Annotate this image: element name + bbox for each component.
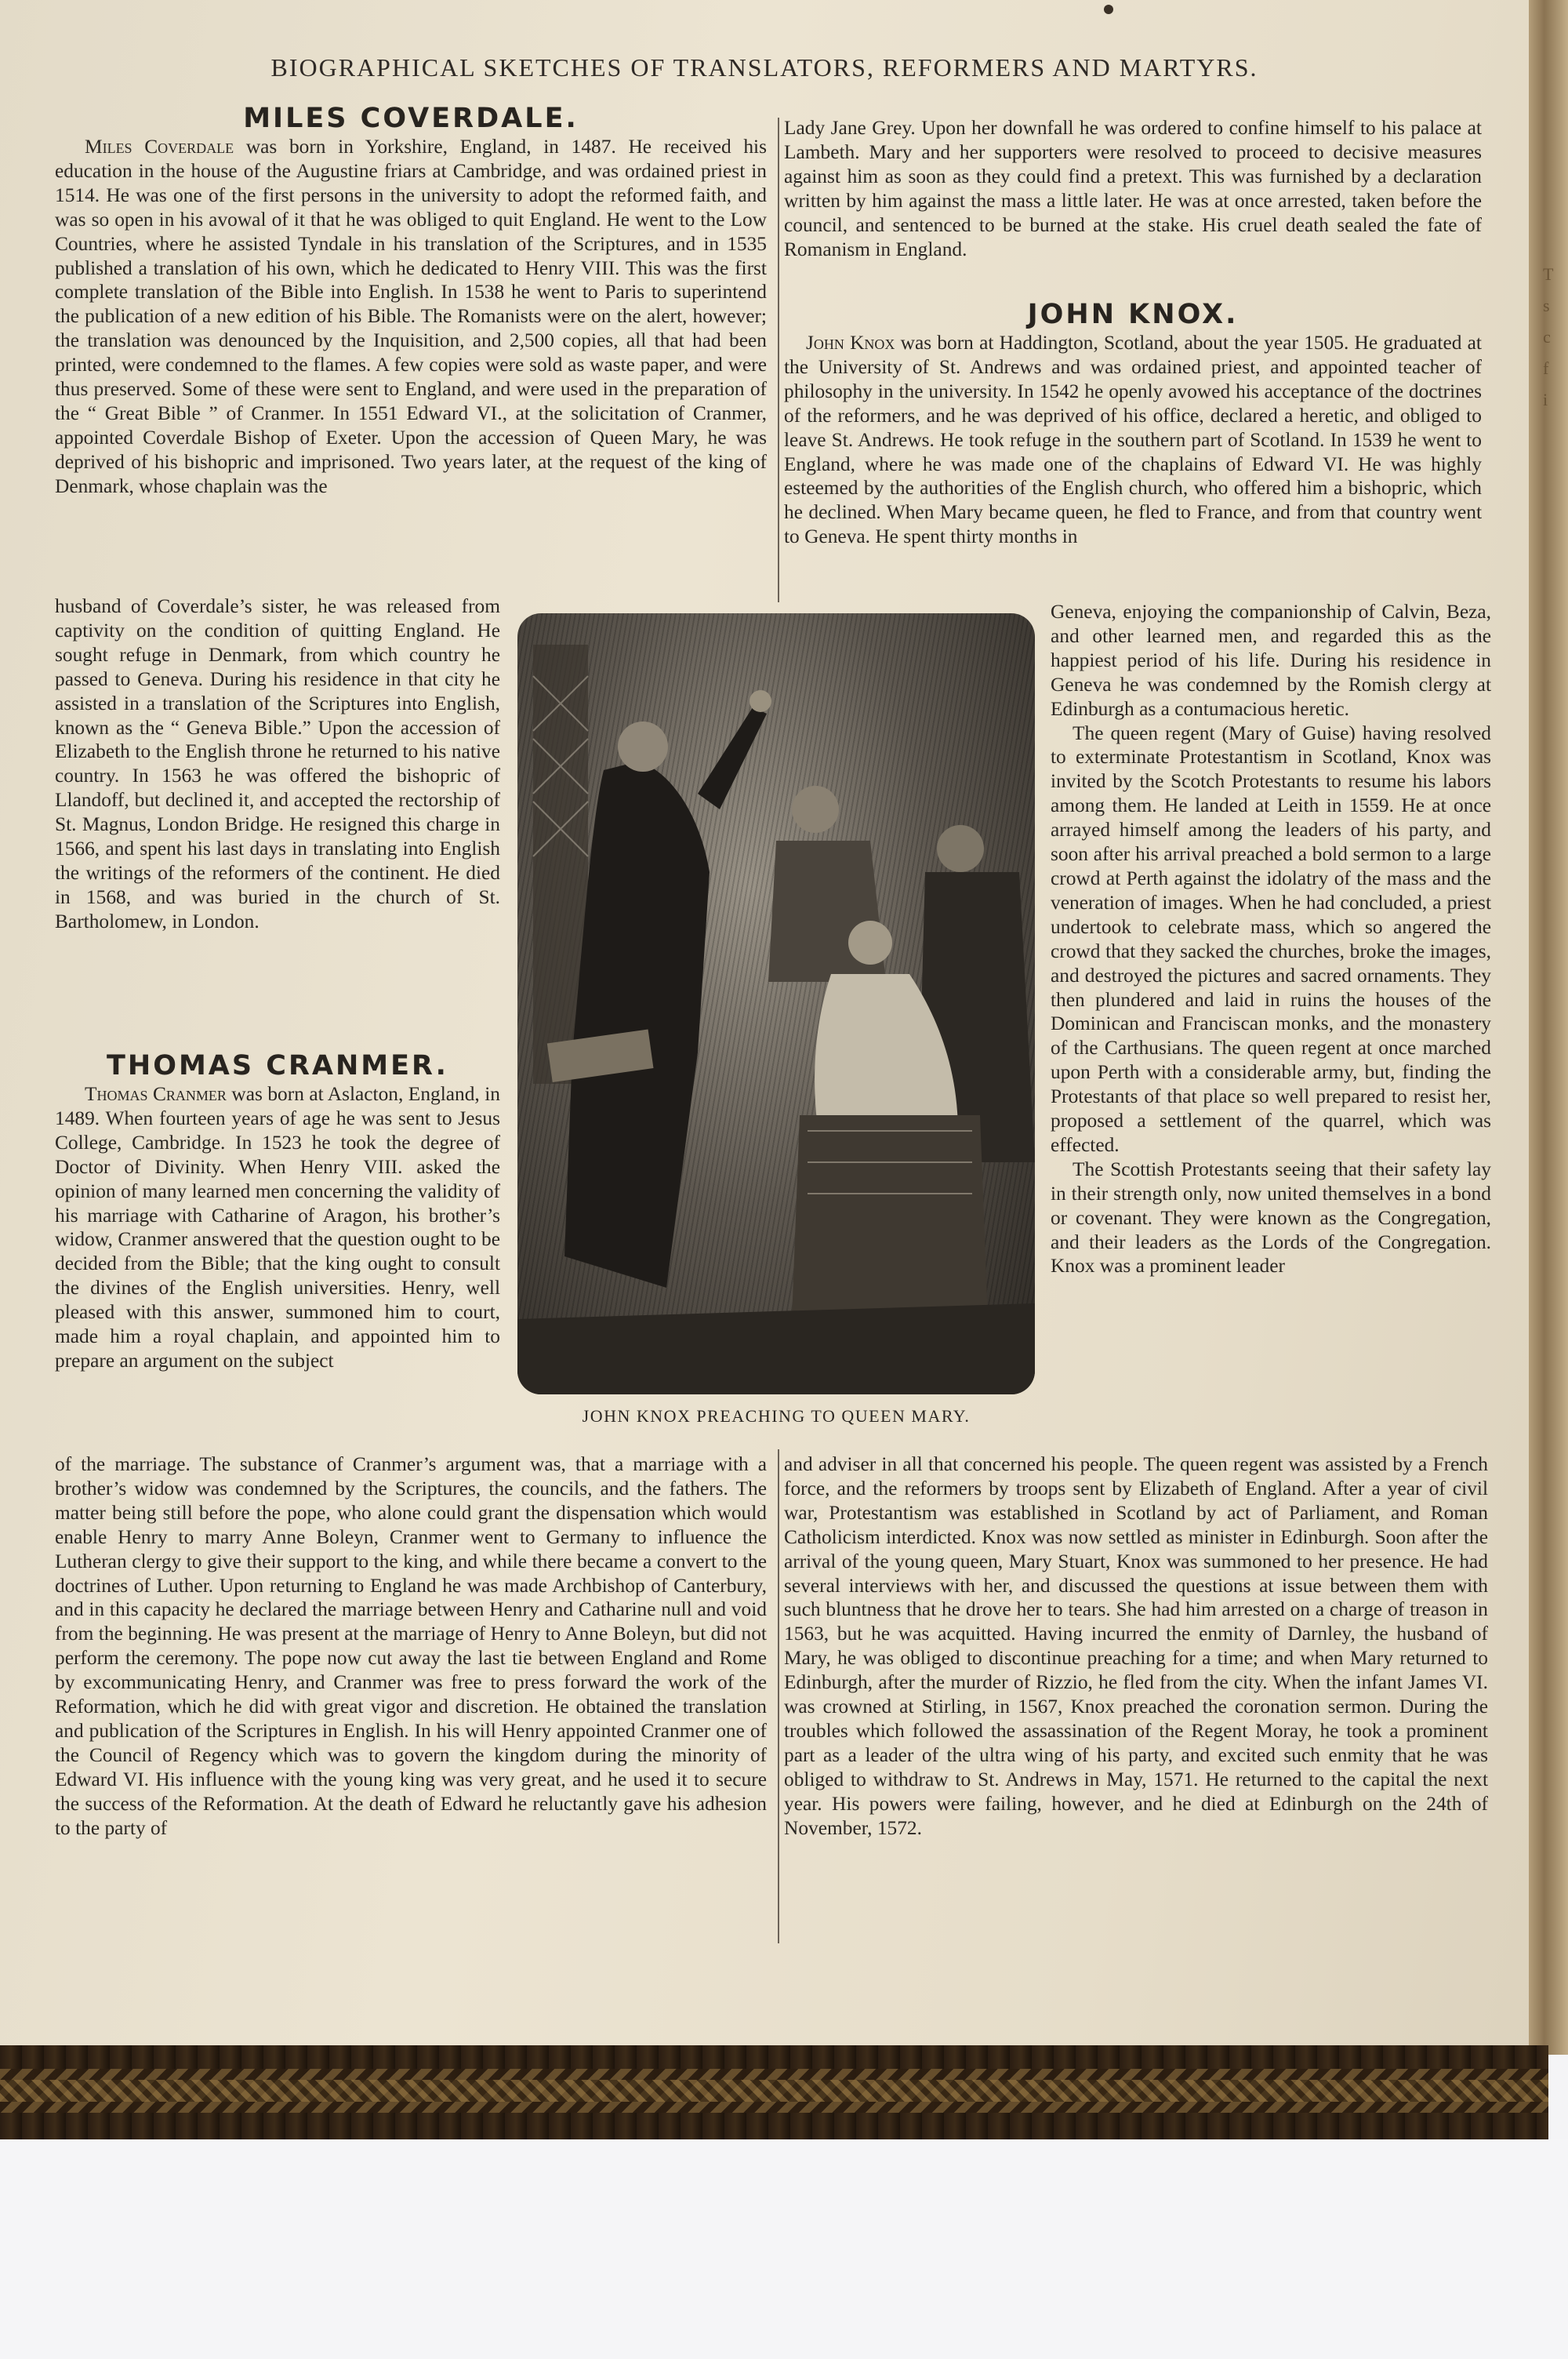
- knox-lead: John Knox: [806, 332, 895, 354]
- margin-glyph: i: [1543, 390, 1548, 409]
- knox-section: [784, 298, 1482, 549]
- page-header: BIOGRAPHICAL SKETCHES OF TRANSLATORS, REFORMERS AND MARTYRS.: [270, 53, 1258, 82]
- ink-spot: [1104, 5, 1113, 14]
- cranmer-paragraph-2: [55, 1452, 767, 1841]
- coverdale-continued: [55, 594, 500, 934]
- cranmer-text-2: of the marriage. The substance of Cranmer’s argument was, that a marriage with a brother’s widow was condemned by the Scriptures, the councils, and the fathers. The matter being still before the pope, who alone could grant the dispensation which would enable Henry to marry Anne Boleyn, Cranmer went to Germany to influence the Lutheran clergy to give their support to the king, and while there became a convert to the doctrines of Luther. Upon returning to England he was made Archbishop of Canterbury, and in this capacity he declared the marriage between Henry and Catharine null and void from the beginning. He was present at the marriage of Henry to Anne Boleyn, but did not perform the ceremony. The pope now cut away the last tie between England and Rome by excommunicating Henry, and Cranmer was free to press forward the work of the Reformation, which he did with great vigor and discretion. He obtained the translation and publication of the Scriptures in English. In his will Henry appointed Cranmer one of the Council of Regency which was to govern the kingdom during the minority of Edward VI. His influence with the young king was very great, and he used it to secure the success of the Reformation. At the death of Edward he reluctantly gave his adhesion to the party of: [55, 1453, 767, 1839]
- margin-glyph: T: [1543, 264, 1554, 284]
- knox-text-4: The Scottish Protestants seeing that their safety lay in their strength only, now united themselves in a bond or covenant. They were known as the Congregation, and their leaders as the Lords of the Congregation. Knox was a prominent leader: [1051, 1158, 1491, 1278]
- preacher-head: [618, 722, 668, 772]
- engraving-illustration: [517, 613, 1035, 1394]
- knox-text-1: was born at Haddington, Scotland, about the year 1505. He graduated at the University of St. Andrews and was ordained priest, and appointed teacher of philosophy in the university. In 1542 he openly avowed his acceptance of the doctrines of the reformers, and he was deprived of his office, declared a heretic, and obliged to leave St. Andrews. He took refuge in the southern part of Scotland. In 1539 he went to England, where he was made one of the chaplains of Edward VI. He was highly esteemed by the authorities of the English church, who offered him a bishopric, which he declined. When Mary became queen, he fled to France, and from that country went to Geneva. He spent thirty months in: [784, 332, 1482, 548]
- next-page-margin: [1543, 259, 1568, 494]
- coverdale-text-2: husband of Coverdale’s sister, he was released from captivity on the condition of quitting England. He sought refuge in Denmark, from which country he passed to Geneva. During his residence in that city he assisted in a translation of the Scriptures into English, known as the “ Geneva Bible.” Upon the accession of Elizabeth to the English throne he returned to his native country. In 1563 he was offered the bishopric of Llandoff, but declined it, and accepted the rectorship of St. Magnus, London Bridge. He resigned this charge in 1566, and spent his last days in translating into English the writings of the reformers of the continent. He died in 1568, and was buried in the church of St. Bartholomew, in London.: [55, 595, 500, 932]
- knox-title: JOHN KNOX.: [1027, 299, 1239, 330]
- coverdale-lead: Miles Coverdale: [85, 136, 234, 158]
- coverdale-title: MILES COVERDALE.: [243, 103, 579, 134]
- illustration-caption: JOHN KNOX PREACHING TO QUEEN MARY.: [582, 1406, 971, 1426]
- knox-text-5: and adviser in all that concerned his people. The queen regent was assisted by a French force, and the reformers by troops sent by Elizabeth of England. After a year of civil war, Protestantism was established in Scotland by act of Parliament, and Roman Catholicism interdicted. Knox was now settled as minister in Edinburgh. Soon after the arrival of the young queen, Mary Stuart, Knox was summoned to her presence. He had several interviews with her, and discussed the questions at issue between them with such bluntness that he drove her to tears. She had him arrested on a charge of treason in 1563, but he was acquitted. Having incurred the enmity of Darnley, the husband of Mary, he was obliged to discontinue preaching for a time; and when Mary returned to Edinburgh, after the murder of Rizzio, he fled from the city. When the infant James VI. was crowned at Stirling, in 1567, Knox preached the coronation sermon. During the troubles which followed the assassination of the Regent Moray, he took a prominent part as a leader of the ultra wing of his party, and excited such enmity that he was obliged to withdraw to St. Andrews in May, 1571. He returned to the capital the next year. His powers were failing, however, and he died at Edinburgh on the 24th of November, 1572.: [784, 1453, 1488, 1839]
- cranmer-text-3: Lady Jane Grey. Upon her downfall he was ordered to confine himself to his palace at Lambeth. Mary and her supporters were resolved to proceed to decisive measures against him as soon as they could find a pretext. This was furnished by a declaration written by him against the mass a little later. He was at once arrested, taken before the council, and sentenced to be burned at the stake. His cruel death sealed the fate of Romanism in England.: [784, 117, 1482, 260]
- background-surface: [0, 2139, 1568, 2359]
- cranmer-section: [55, 1049, 500, 1373]
- cranmer-title: THOMAS CRANMER.: [107, 1050, 448, 1081]
- knox-paragraph-2: [1051, 600, 1491, 722]
- knox-paragraph-3: [1051, 722, 1491, 1158]
- preacher-raised-arm: [698, 707, 767, 809]
- knox-paragraph-1: [784, 331, 1482, 549]
- margin-glyph: s: [1543, 296, 1550, 315]
- margin-glyph: c: [1543, 327, 1551, 347]
- engraving-figures: [517, 613, 1035, 1394]
- queen-head: [848, 921, 892, 965]
- cranmer-continued: [55, 1452, 767, 1841]
- preacher-hand: [750, 690, 771, 712]
- knox-text-2: Geneva, enjoying the companionship of Calvin, Beza, and other learned men, and regarded this as the happiest period of his life. During his residence in Geneva he was condemned by the Romish clergy at Edinburgh as a contumacious heretic.: [1051, 601, 1491, 720]
- knox-text-3: The queen regent (Mary of Guise) having resolved to exterminate Protestantism in Scotland, Knox was invited by the Scotch Protestants to resume his labors among them. He landed at Leith in 1559. He at once arrayed himself among the leaders of his party, and soon after his arrival preached a bold sermon to a large crowd at Perth against the idolatry of the mass and the veneration of images. When he had concluded, a priest undertook to celebrate mass, which so angered the crowd that they sacked the churches, broke the images, and destroyed the pictures and sacred ornaments. They then plundered and laid in ruins the houses of the Dominican and Franciscan monks, and the monastery of the Carthusians. The queen regent at once marched upon Perth with a considerable army, but, finding the Protestants of that place so well prepared to resist her, proposed a settlement of the quarrel, which was effected.: [1051, 722, 1491, 1156]
- knox-narrow-column: [1051, 600, 1491, 1278]
- monk-head: [937, 825, 984, 872]
- column-rule-bottom: [778, 1449, 779, 1943]
- coverdale-section: [55, 102, 767, 499]
- cranmer-lead: Thomas Cranmer: [85, 1083, 227, 1105]
- coverdale-text-1: was born in Yorkshire, England, in 1487. He received his education in the house of the Augustine friars at Cambridge, and was ordained priest in 1514. He was one of the first persons in the university to adopt the reformed faith, and was so open in his avowal of it that he was obliged to quit England. He went to the Low Countries, where he assisted Tyndale in his translation of the Scriptures, and in 1535 published a translation of his own, which he dedicated to Henry VIII. This was the first complete translation of the Bible into English. In 1538 he went to Paris to superintend the publication of a new edition of his Bible. The Romanists were on the alert, however; the translation was denounced by the Inquisition, and 2,500 copies, all that had been printed, were condemned to the flames. A few copies were sold as waste paper, and were thus preserved. Some of these were sent to England, and were used in the preparation of the “ Great Bible ” of Cranmer. In 1551 Edward VI., at the solicitation of Cranmer, appointed Coverdale Bishop of Exeter. Upon the accession of Queen Mary, he was deprived of his bishopric and imprisoned. Two years later, at the request of the king of Denmark, whose chaplain was the: [55, 136, 767, 497]
- cranmer-paragraph-3: [784, 116, 1482, 261]
- book-binding-edge: [0, 2045, 1548, 2139]
- knox-continued: [784, 1452, 1488, 1841]
- courtier-head: [792, 786, 839, 833]
- column-rule-top: [778, 118, 779, 602]
- coverdale-paragraph-1: [55, 135, 767, 499]
- margin-glyph: f: [1543, 358, 1549, 378]
- coverdale-paragraph-2: [55, 594, 500, 934]
- cranmer-paragraph-1: [55, 1082, 500, 1373]
- knox-paragraph-5: [784, 1452, 1488, 1841]
- cranmer-text-1: was born at Aslacton, England, in 1489. When fourteen years of age he was sent to Jesus College, Cambridge. In 1523 he took the degree of Doctor of Divinity. When Henry VIII. asked the opinion of many learned men concerning the validity of his marriage with Catharine of Aragon, his brother’s widow, Cranmer answered that the question ought to be decided from the Bible; that the king ought to consult the divines of the English universities. Henry, well pleased with this answer, summoned him to court, made him a royal chaplain, and appointed him to prepare an argument on the subject: [55, 1083, 500, 1372]
- floor: [517, 1303, 1035, 1394]
- binding-ornament-inner: [0, 2080, 1548, 2102]
- knox-paragraph-4: [1051, 1158, 1491, 1279]
- cranmer-conclusion: [784, 116, 1482, 261]
- throne-chair: [792, 1115, 988, 1319]
